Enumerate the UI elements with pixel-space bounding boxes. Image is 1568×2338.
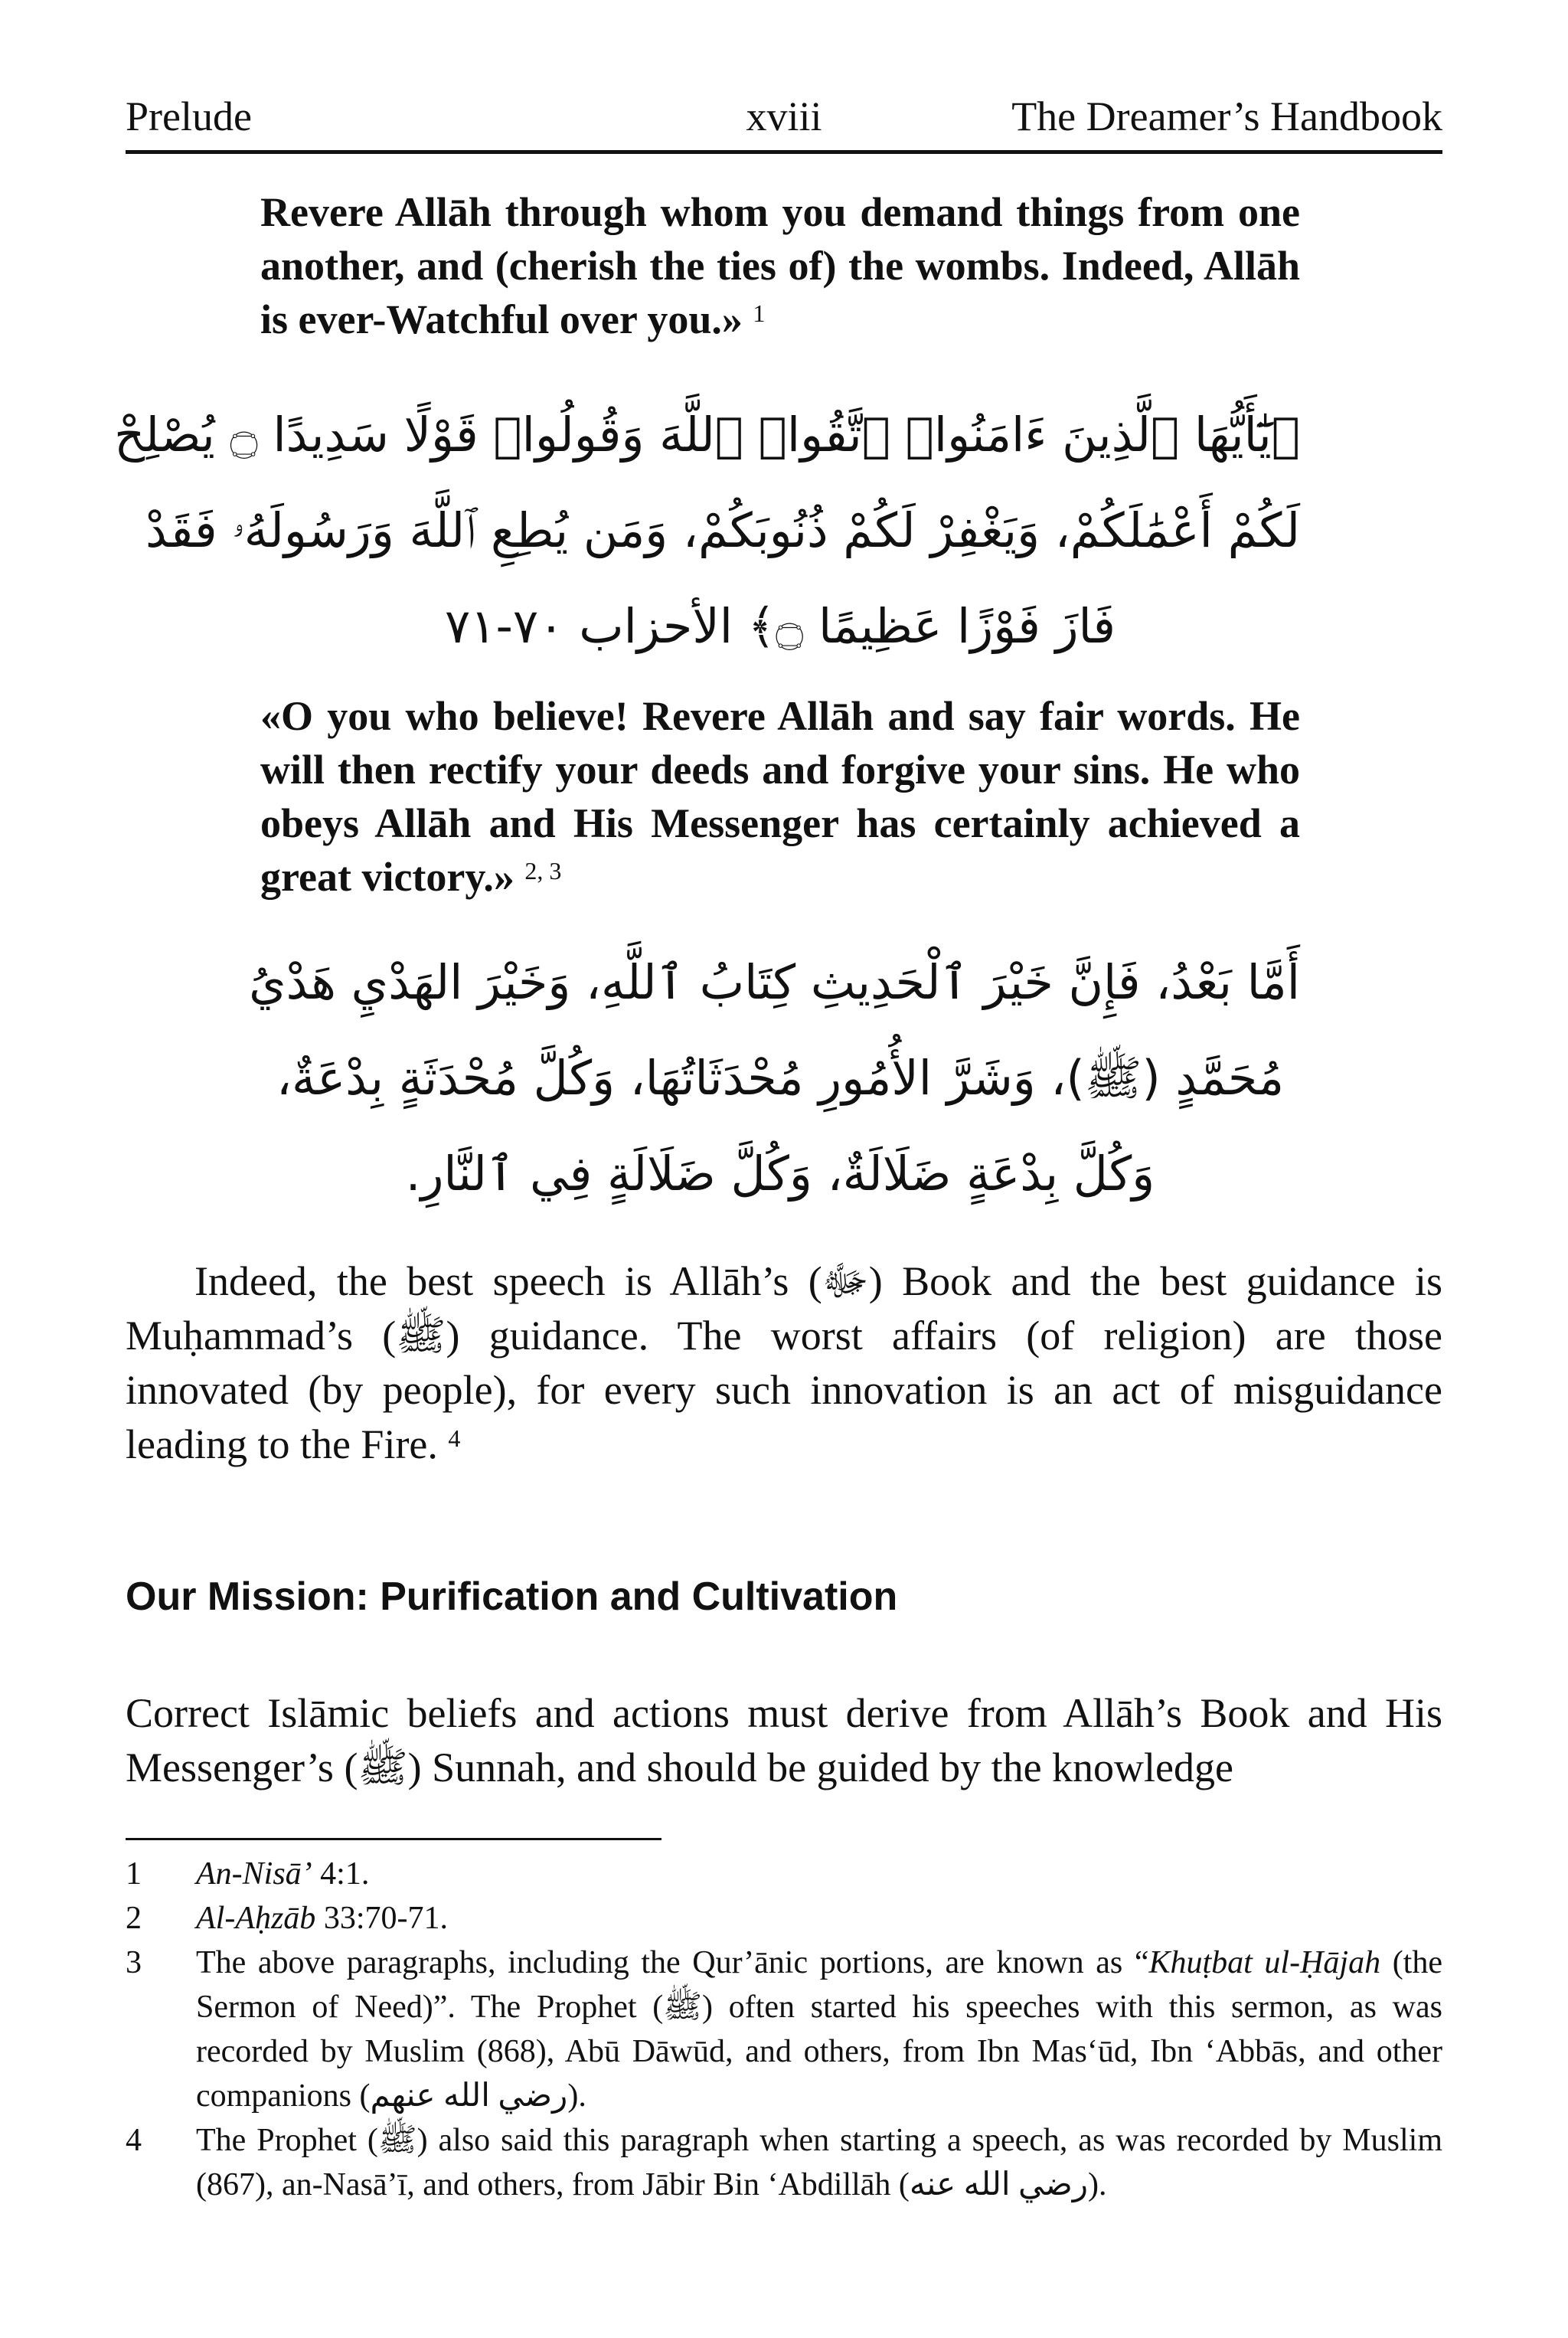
- arabic-hadith-block: [249, 934, 1300, 1221]
- footnotes: [126, 1852, 1442, 2207]
- running-header: [126, 86, 1442, 147]
- footnote: [126, 1852, 1442, 1896]
- footnote-term-italic: Khuṭbat ul-Ḥājah: [1148, 1945, 1381, 1980]
- section-heading: Our Mission: Purification and Cultivation: [126, 1574, 898, 1619]
- footnote-source-title: An-Nisā’: [196, 1856, 312, 1892]
- arabic-hadith-line: وَكُلَّ بِدْعَةٍ ضَلَالَةٌ، وَكُلَّ ضَلَالَةٍ فِي ٱلنَّارِ.: [405, 1146, 1155, 1202]
- paragraph-text: Correct Islāmic beliefs and actions must derive from Allāh’s Book and His Messenger’s (ﷺ) Sunnah, and should be guided by the knowledge: [126, 1690, 1442, 1790]
- page-number: xviii: [746, 93, 822, 139]
- arabic-verse-line: ﴿يَٰٓأَيُّهَا ٱلَّذِينَ ءَامَنُوا۟ ٱتَّقُوا۟ ٱللَّهَ وَقُولُوا۟ قَوْلًا سَدِيدًا ۝ يُصْلِحْ: [114, 407, 1300, 463]
- footnote-ref-4: 4: [448, 1424, 461, 1452]
- paragraph-text: Indeed, the best speech is Allāh’s (ﷻ) Book and the best guidance is Muḥammad’s (ﷺ) guidance. The worst affairs (of religion) are those innovated (by people), for every such innovation is an act of misguidance leading to the Fire.: [126, 1258, 1442, 1467]
- footnote-text-pre: The Prophet (ﷺ) also said this paragraph when starting a speech, as was recorded by Muslim (867), an-Nasā’ī, and others, from Jābir Bin ‘Abdillāh (رضي الله عنه).: [196, 2123, 1442, 2202]
- footnote-number: 1: [126, 1856, 142, 1892]
- footnote-rule: [126, 1838, 662, 1840]
- body-paragraph: [126, 1686, 1442, 1795]
- quote-1-text: Revere Allāh through whom you demand things from one another, and (cherish the ties of) the wombs. Indeed, Allāh is ever-Watchful over you.»: [260, 189, 1300, 342]
- footnote-number: 2: [126, 1901, 142, 1936]
- footnote-number: 3: [126, 1945, 142, 1980]
- footnote: [126, 1896, 1442, 1941]
- footnote-ref-1: 1: [753, 299, 766, 327]
- arabic-verse-line: لَكُمْ أَعْمَٰلَكُمْ، وَيَغْفِرْ لَكُمْ ذُنُوبَكُمْ، وَمَن يُطِعِ ٱللَّهَ وَرَسُولَهُۥ فَقَدْ: [145, 502, 1300, 558]
- footnote-text-pre: The above paragraphs, including the Qur’ānic portions, are known as “: [196, 1945, 1149, 1980]
- header-rule: [126, 150, 1442, 154]
- footnote-text-post: 4:1.: [312, 1856, 370, 1892]
- footnote-number: 4: [126, 2123, 142, 2158]
- arabic-verse-line: فَازَ فَوْزًا عَظِيمًا ۝﴾ الأحزاب ٧٠-٧١: [444, 598, 1116, 654]
- quote-translation-2: [260, 689, 1300, 904]
- quote-translation-1: [260, 185, 1300, 346]
- arabic-hadith-line: أَمَّا بَعْدُ، فَإِنَّ خَيْرَ ٱلْحَدِيثِ كِتَابُ ٱللَّهِ، وَخَيْرَ الهَدْيِ هَدْيُ: [249, 954, 1300, 1010]
- footnote-text-post: (the Sermon of Need)”. The Prophet (ﷺ) often started his speeches with this sermon, as was recorded by Muslim (868), Abū Dāwūd, and others, from Ibn Mas‘ūd, Ibn ‘Abbās, and other companions (رضي الله عنهم).: [196, 1945, 1442, 2114]
- footnote: [126, 2118, 1442, 2207]
- footnote-text-post: 33:70-71.: [315, 1901, 448, 1936]
- footnote: [126, 1941, 1442, 2118]
- footnote-source-title: Al-Aḥzāb: [196, 1901, 316, 1936]
- arabic-hadith-line: مُحَمَّدٍ (ﷺ)، وَشَرَّ الأُمُورِ مُحْدَثَاتُهَا، وَكُلَّ مُحْدَثَةٍ بِدْعَةٌ،: [276, 1050, 1285, 1106]
- body-paragraph: [126, 1254, 1442, 1472]
- footnote-ref-2-3: 2, 3: [524, 857, 562, 885]
- header-book-title: The Dreamer’s Handbook: [1011, 93, 1442, 139]
- quote-2-text: «O you who believe! Revere Allāh and say fair words. He will then rectify your deeds and forgive your sins. He who obeys Allāh and His Messenger has certainly achieved a great victory.»: [260, 693, 1300, 900]
- arabic-verse-block: [114, 387, 1300, 674]
- header-section-title: Prelude: [126, 93, 252, 139]
